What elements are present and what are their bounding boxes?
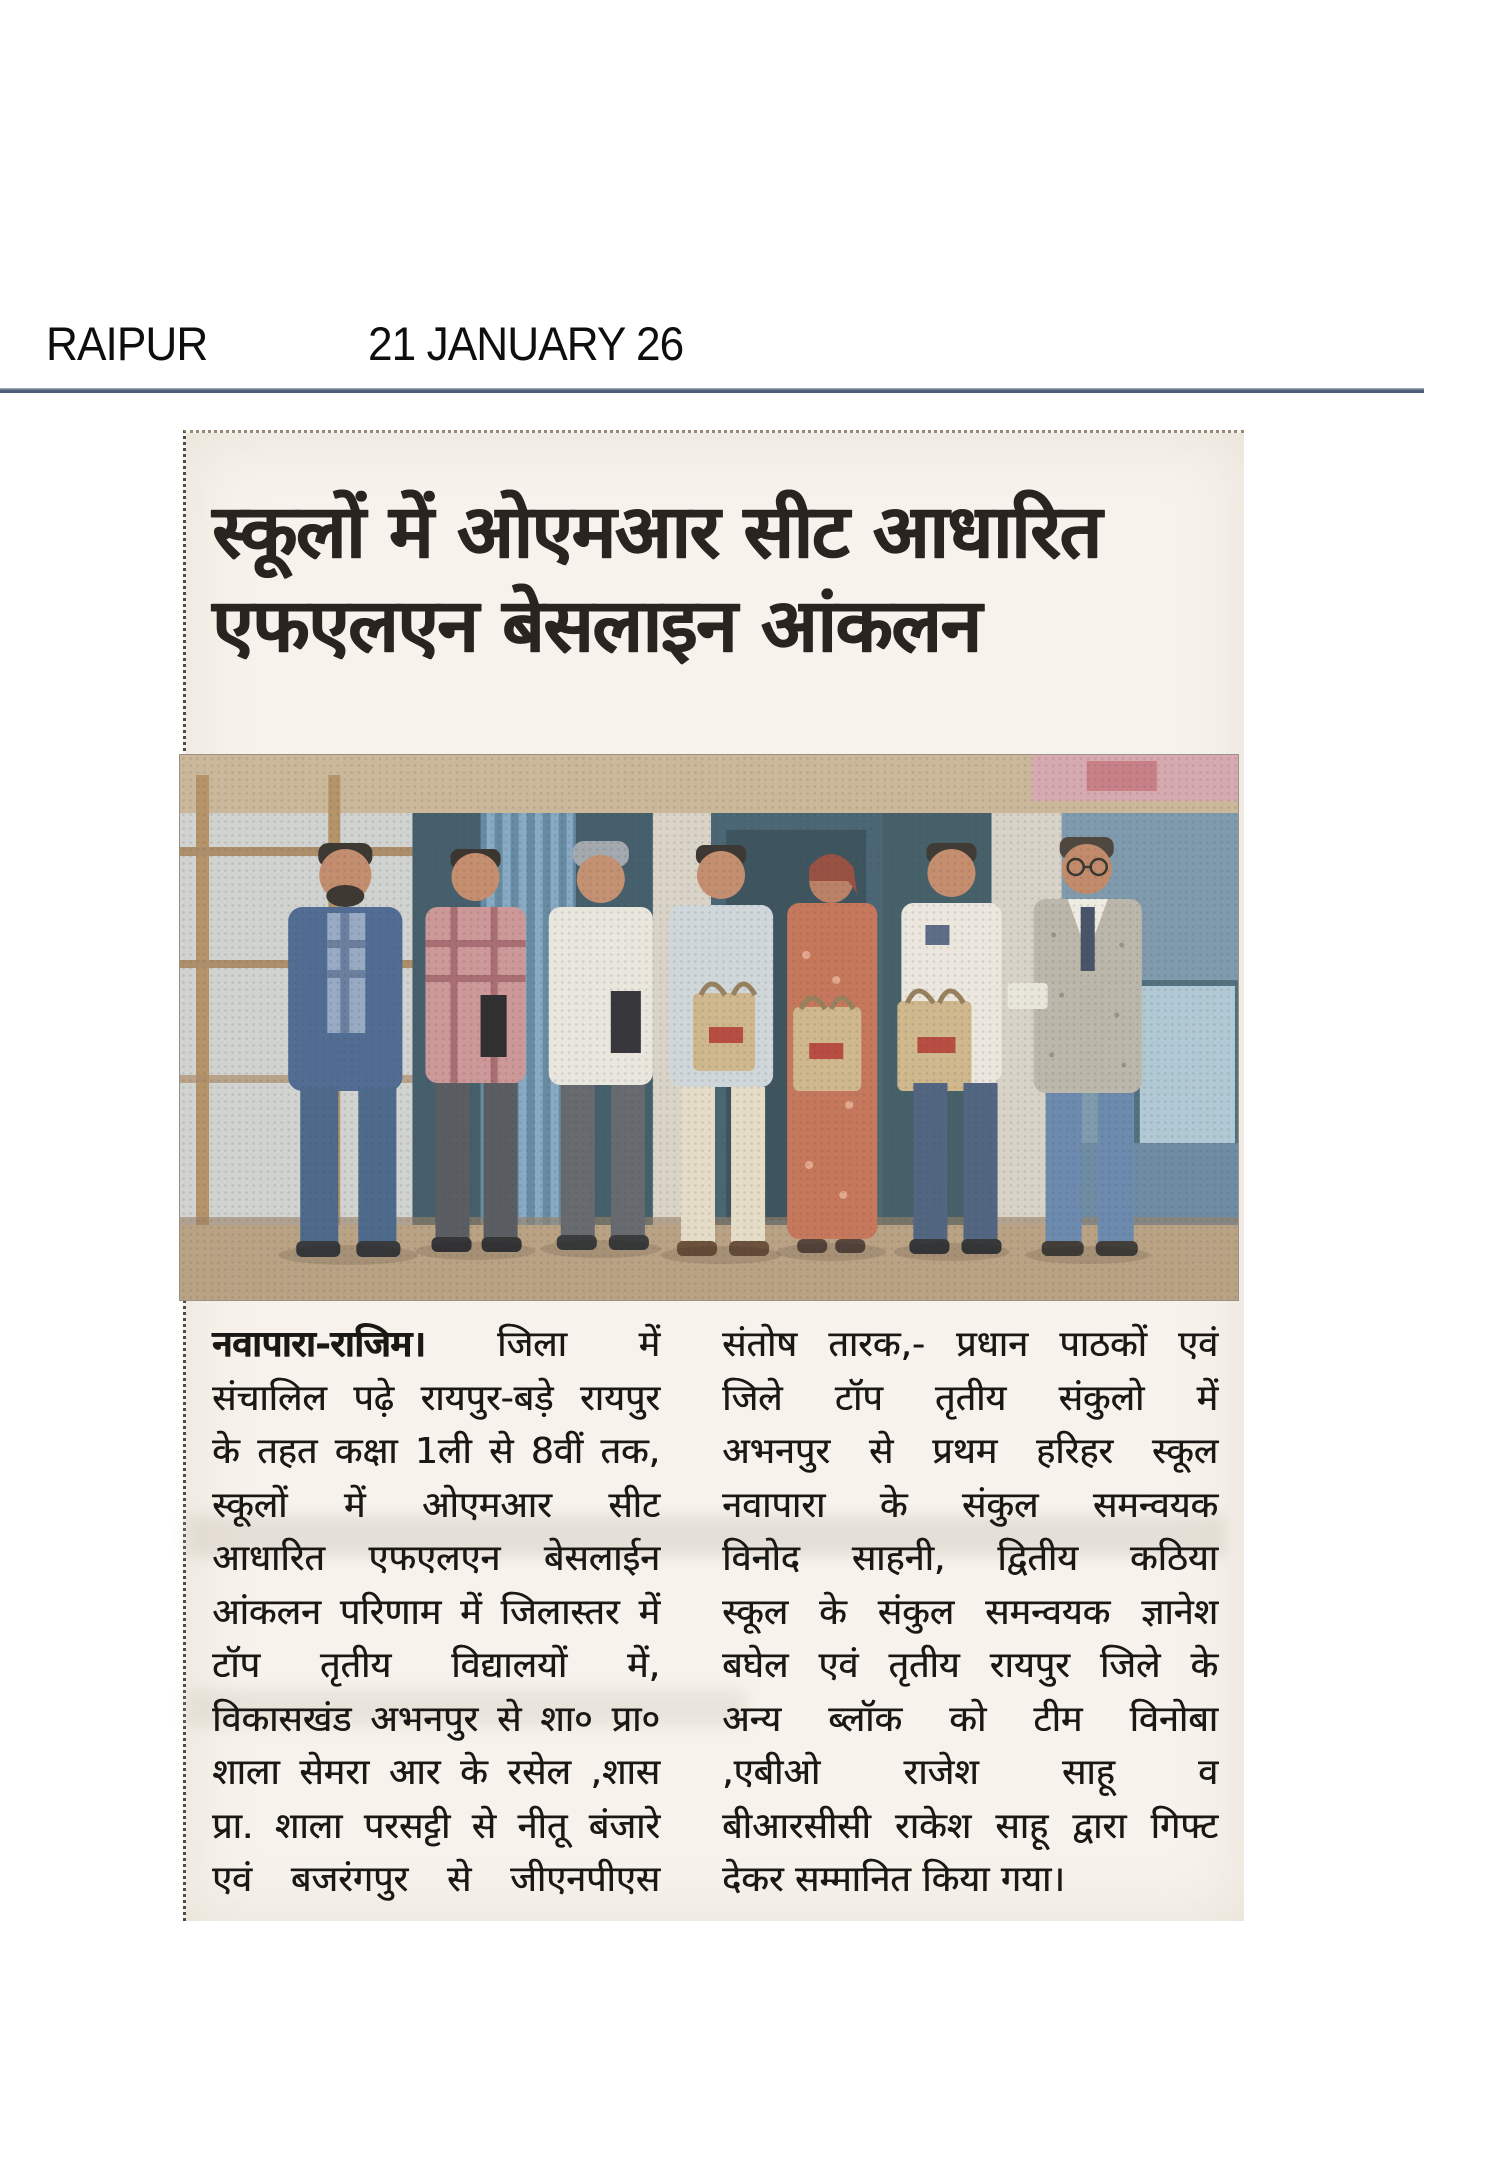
body-line: बीआरसीसी राकेश साहू द्वारा गिफ्ट [722,1805,1218,1847]
body-line: जिले टॉप तृतीय संकुलो में [722,1377,1218,1419]
header-rule [0,388,1424,393]
body-line: नवापारा के संकुल समन्वयक [722,1484,1218,1526]
body-line: एवं बजरंगपुर से जीएनपीएस [212,1859,660,1900]
body-line: स्कूल के संकुल समन्वयक ज्ञानेश [722,1591,1218,1633]
body-line: के तहत कक्षा 1ली से 8वीं तक, [212,1431,660,1472]
body-line: अभनपुर से प्रथम हरिहर स्कूल [722,1431,1218,1472]
body-line: टॉप तृतीय विद्यालयों में, [212,1645,660,1686]
body-line: संतोष तारक,- प्रधान पाठकों एवं [722,1324,1218,1365]
body-line: बघेल एवं तृतीय रायपुर जिले के [722,1645,1218,1686]
dateline: नवापारा-राजिम। [212,1324,426,1365]
news-photo-illustration [180,755,1238,1300]
news-photo [180,755,1238,1300]
body-line: स्कूलों में ओएमआर सीट [212,1484,660,1526]
article-column-left [212,1318,660,1907]
body-line: संचालिल पढ़े रायपुर-बड़े रायपुर [212,1377,660,1419]
body-line: आंकलन परिणाम में जिलास्तर में [212,1591,660,1633]
header-city: RAIPUR [46,317,208,370]
article-body [212,1318,1218,1907]
headline-line-2: एफएलएन बेसलाइन आंकलन [212,583,981,669]
body-line: देकर सम्मानित किया गया। [722,1859,1065,1900]
body-line: ,एबीओ राजेश साहू व [722,1752,1218,1793]
article-column-right [722,1318,1218,1907]
body-line: शाला सेमरा आर के रसेल ,शास [212,1752,660,1793]
body-line: आधारित एफएलएन बेसलाईन [212,1538,660,1579]
news-clipping [183,430,1244,1921]
headline-line-1: स्कूलों में ओएमआर सीट आधारित [212,489,1101,575]
body-line: अन्य ब्लॉक को टीम विनोबा [722,1698,1218,1740]
body-line: विकासखंड अभनपुर से शा० प्रा० [212,1698,660,1740]
headline [186,433,1244,673]
body-line: नवापारा-राजिम। जिला में [212,1324,660,1365]
body-line: विनोद साहनी, द्वितीय कठिया [722,1538,1218,1579]
body-line: प्रा. शाला परसट्टी से नीतू बंजारे [212,1805,660,1847]
header-date: 21 JANUARY 26 [368,317,684,370]
